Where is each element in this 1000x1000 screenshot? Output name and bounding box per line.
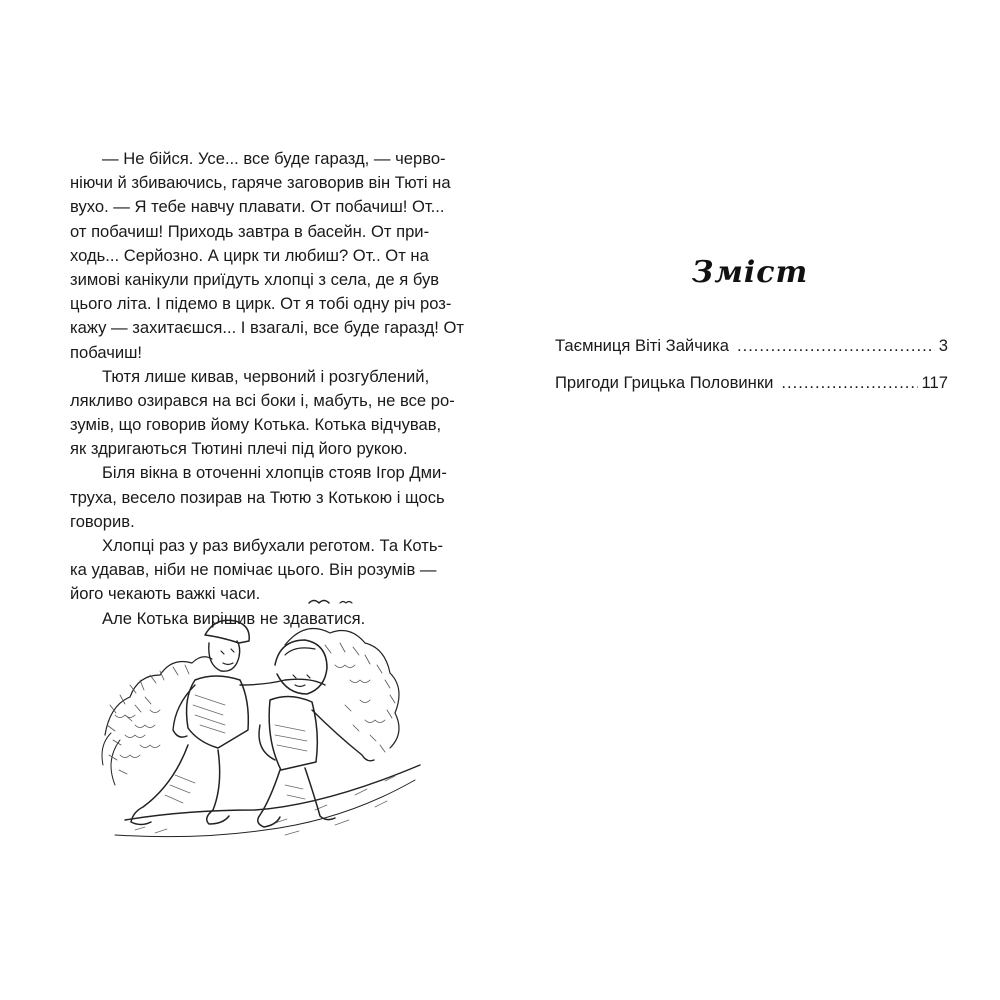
text-line: зумів, що говорив йому Котька. Котька відчував, — [70, 415, 442, 435]
boys-walking-illustration — [95, 585, 425, 885]
text-line: кажу — захитаєшся... І взагалі, все буде гаразд! От — [70, 318, 465, 338]
text-line: лякливо озирався на всі боки і, мабуть, не все ро- — [70, 390, 455, 410]
table-of-contents — [555, 336, 948, 410]
story-text — [70, 147, 464, 631]
text-line: зимові канікули приїдуть хлопці з села, де я був — [70, 269, 440, 289]
toc-entry-page: 3 — [938, 336, 948, 355]
text-line: ходь... Серйозно. А цирк ти любиш? От.. От на — [70, 245, 429, 265]
text-line: Тютя лише кивав, червоний і розгублений, — [102, 366, 430, 386]
toc-entry[interactable] — [555, 336, 948, 373]
toc-entry-page: 117 — [921, 373, 948, 392]
text-line: ніючи й збиваючись, гаряче заговорив він Тюті на — [70, 173, 451, 193]
toc-entry-title: Таємниця Віті Зайчика — [555, 336, 729, 355]
toc-leader-dots — [781, 373, 917, 393]
text-line: його чекають важкі часи. — [70, 584, 261, 604]
text-line: Біля вікна в оточенні хлопців стояв Ігор Дми- — [102, 463, 447, 483]
text-line: цього літа. І підемо в цирк. От я тобі одну річ роз- — [70, 294, 452, 314]
toc-entry[interactable] — [555, 373, 948, 410]
text-line: — Не бійся. Усе... все буде гаразд, — черво- — [102, 149, 446, 168]
text-line: говорив. — [70, 511, 135, 531]
text-line: як здригаються Тютині плечі під його рукою. — [70, 439, 408, 459]
text-line: Але Котька вирішив не здаватися. — [102, 608, 366, 628]
text-line: труха, весело позирав на Тютю з Котькою і щось — [70, 487, 445, 507]
text-line: вухо. — Я тебе навчу плавати. От побачиш! От... — [70, 197, 445, 217]
text-line: ка удавав, ніби не помічає цього. Він розумів — — [70, 560, 437, 580]
text-line: Хлопці раз у раз вибухали реготом. Та Коть- — [102, 536, 444, 555]
right-page — [500, 0, 1000, 1000]
text-line: от побачиш! Приходь завтра в басейн. От при- — [70, 221, 430, 241]
toc-entry-title: Пригоди Грицька Половинки — [555, 373, 774, 392]
text-line: побачиш! — [70, 342, 143, 362]
toc-title: Зміст — [691, 255, 809, 290]
toc-leader-dots — [737, 336, 935, 356]
